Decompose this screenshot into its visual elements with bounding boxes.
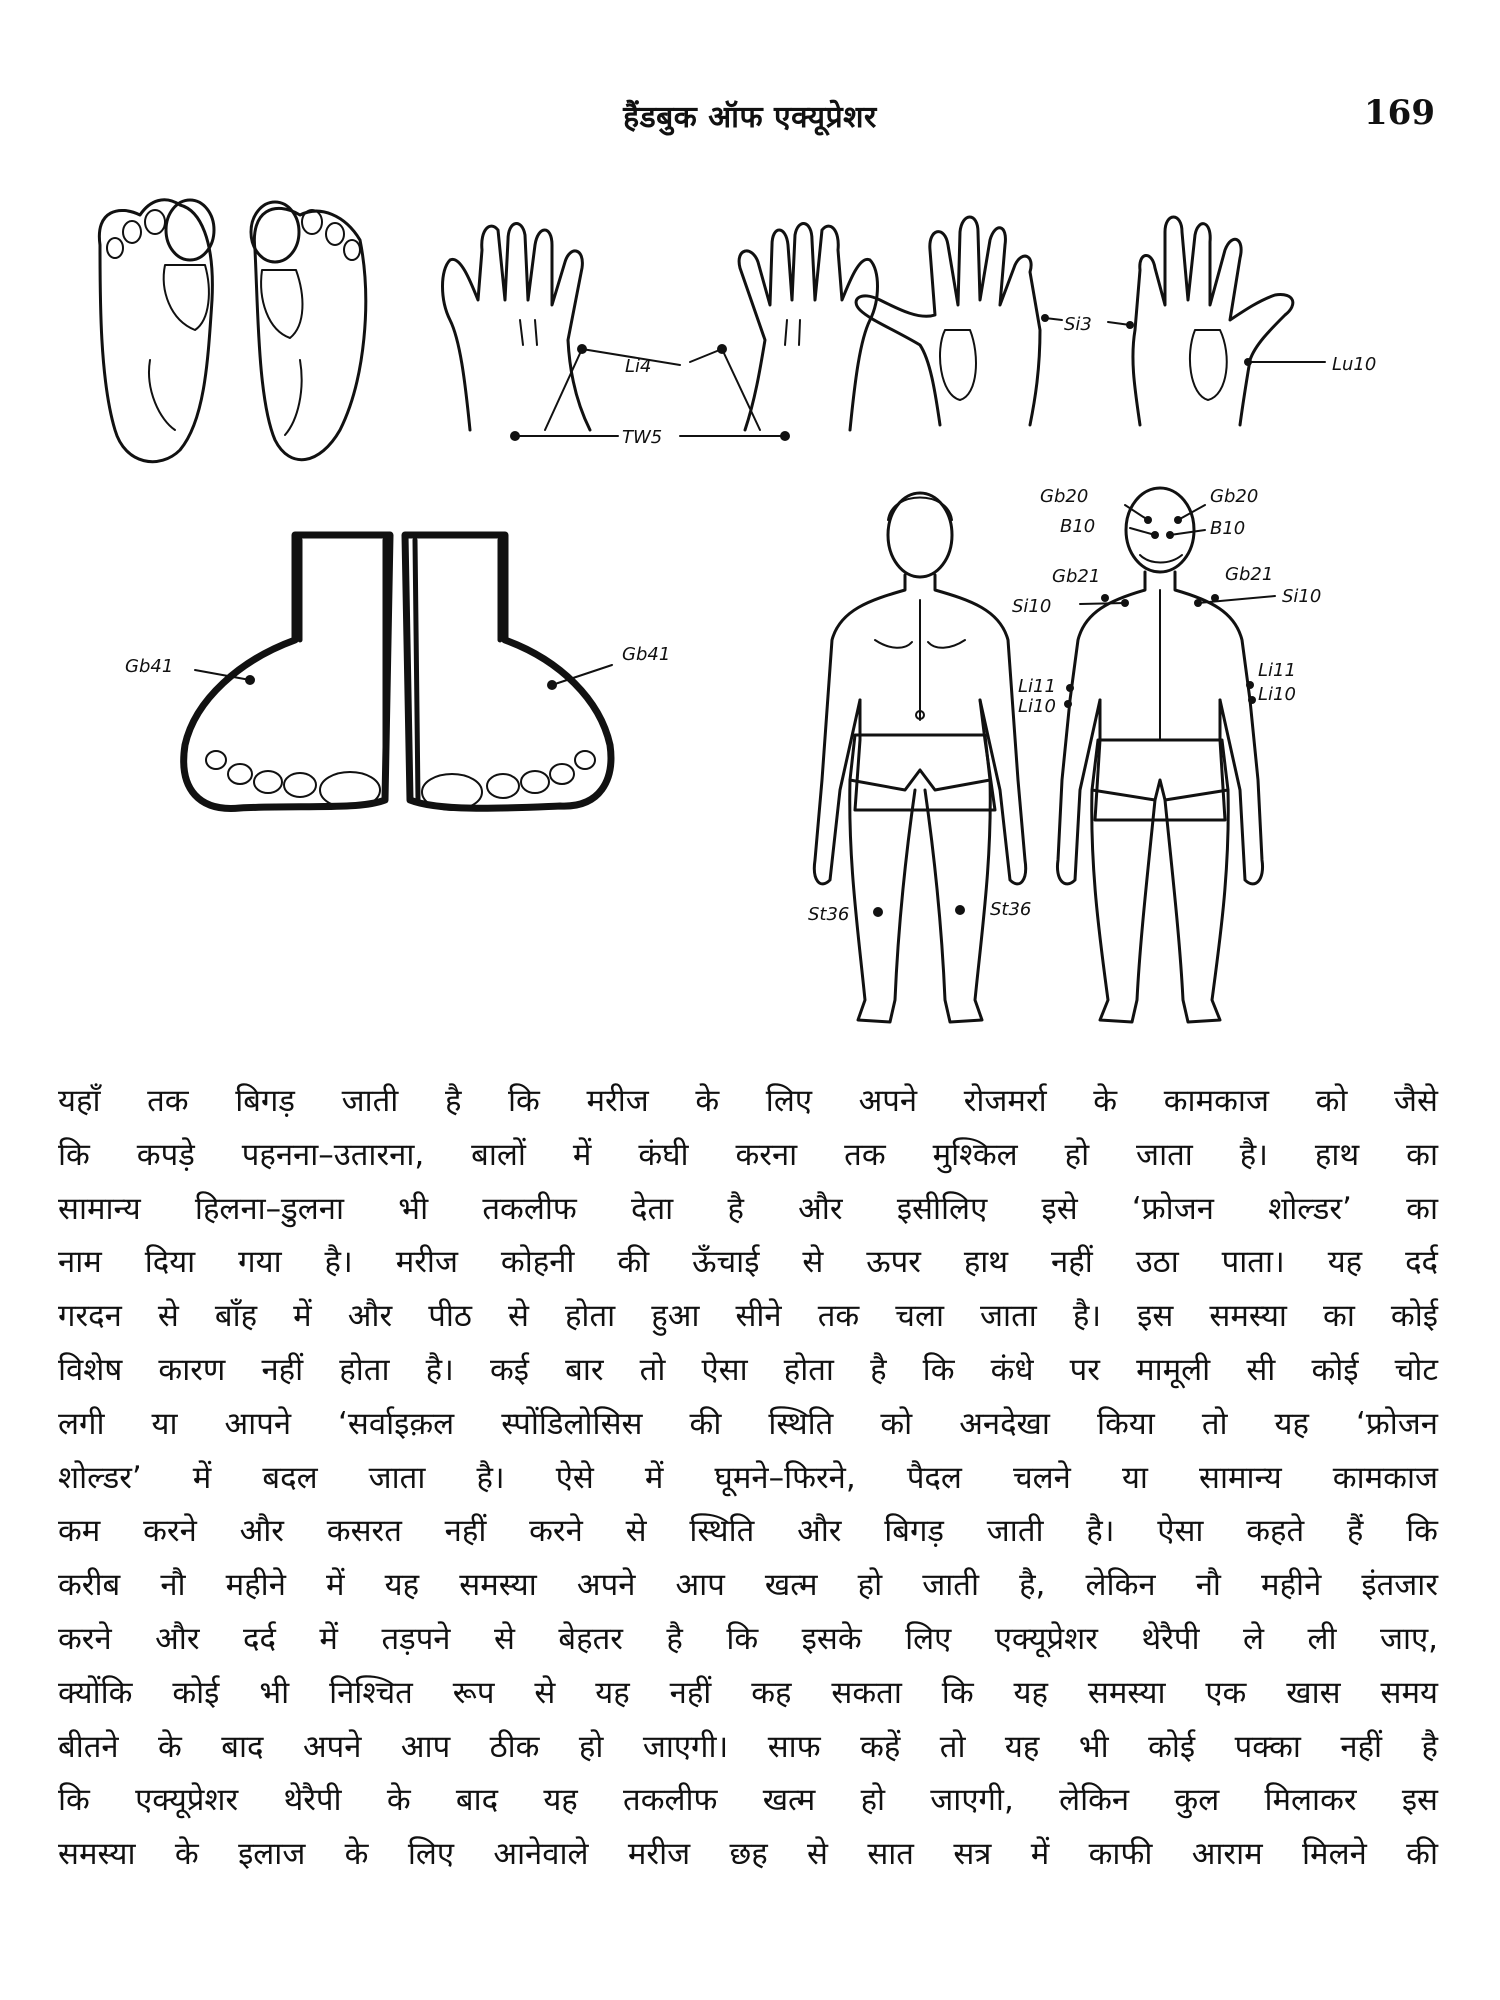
text-line: क्योंकि कोई भी निश्चित रूप से यह नहीं कह सकता कि यह समस्या एक खास समय — [58, 1674, 1438, 1711]
text-line: यहाँ तक बिगड़ जाती है कि मरीज के लिए अपने रोजमर्रा के कामकाज को जैसे — [58, 1083, 1438, 1119]
text-line: कि एक्यूप्रेशर थेरैपी के बाद यह तकलीफ खत्म हो जाएगी, लेकिन कुल मिलाकर इस — [58, 1782, 1438, 1819]
label-si10-left: Si10 — [1012, 596, 1052, 617]
text-line: नाम दिया गया है। मरीज कोहनी की ऊँचाई से ऊपर हाथ नहीं उठा पाता। यह दर्द — [58, 1244, 1438, 1281]
label-gb20-right: Gb20 — [1210, 486, 1259, 507]
text-line: लगी या आपने ‘सर्वाइक़ल स्पोंडिलोसिस की स्थिति को अनदेखा किया तो यह ‘फ्रोजन — [58, 1405, 1438, 1442]
text-line: गरदन से बाँह में और पीठ से होता हुआ सीने तक चला जाता है। इस समस्या का कोई — [58, 1298, 1438, 1335]
label-si3: Si3 — [1064, 314, 1092, 335]
text-line: करीब नौ महीने में यह समस्या अपने आप खत्म हो जाती है, लेकिन नौ महीने इंतजार — [58, 1567, 1438, 1604]
text-line: सामान्य हिलना–डुलना भी तकलीफ देता है और इसीलिए इसे ‘फ्रोजन शोल्डर’ का — [58, 1190, 1438, 1227]
text-line: शोल्डर’ में बदल जाता है। ऐसे में घूमने–फिरने, पैदल चलने या सामान्य कामकाज — [58, 1459, 1438, 1496]
label-li11-front: Li11 — [1018, 676, 1056, 697]
label-li4: Li4 — [625, 356, 652, 377]
text-line: करने और दर्द में तड़पने से बेहतर है कि इसके लिए एक्यूप्रेशर थेरैपी ले ली जाए, — [58, 1620, 1438, 1657]
running-title: हैंडबुक ऑफ एक्यूप्रेशर — [623, 100, 877, 135]
body-paragraph — [58, 1075, 1438, 1882]
label-li10-back: Li10 — [1258, 684, 1296, 705]
body-back-diagram — [1012, 486, 1321, 1022]
label-b10-left: B10 — [1060, 516, 1096, 537]
text-line: बीतने के बाद अपने आप ठीक हो जाएगी। साफ कहें तो यह भी कोई पक्का नहीं है — [58, 1728, 1438, 1765]
label-gb21-left: Gb21 — [1052, 566, 1101, 587]
label-gb41-right: Gb41 — [622, 644, 671, 665]
hands-dorsal-diagram — [443, 224, 878, 448]
label-li10-front: Li10 — [1018, 696, 1056, 717]
label-si10-right: Si10 — [1282, 586, 1322, 607]
text-line: विशेष कारण नहीं होता है। कई बार तो ऐसा होता है कि कंधे पर मामूली सी कोई चोट — [58, 1351, 1438, 1388]
label-gb21-right: Gb21 — [1225, 564, 1274, 585]
hands-palm-diagram — [856, 217, 1376, 425]
label-tw5: TW5 — [622, 427, 663, 448]
text-line: समस्या के इलाज के लिए आनेवाले मरीज छह से सात सत्र में काफी आराम मिलने की — [58, 1836, 1438, 1873]
label-b10-right: B10 — [1210, 518, 1246, 539]
text-line: कि कपड़े पहनना–उतारना, बालों में कंघी करना तक मुश्किल हो जाता है। हाथ का — [58, 1136, 1438, 1173]
label-lu10: Lu10 — [1332, 354, 1377, 375]
label-st36-left: St36 — [808, 904, 850, 925]
label-gb41-left: Gb41 — [125, 656, 174, 677]
label-li11-back: Li11 — [1258, 660, 1296, 681]
body-front-diagram — [808, 493, 1074, 1022]
feet-sole-diagram — [99, 200, 365, 462]
label-gb20-left: Gb20 — [1040, 486, 1089, 507]
label-st36-right: St36 — [990, 899, 1032, 920]
feet-top-diagram — [125, 535, 670, 810]
text-line: कम करने और कसरत नहीं करने से स्थिति और बिगड़ जाती है। ऐसा कहते हैं कि — [58, 1513, 1438, 1550]
page-number: 169 — [1364, 93, 1435, 133]
